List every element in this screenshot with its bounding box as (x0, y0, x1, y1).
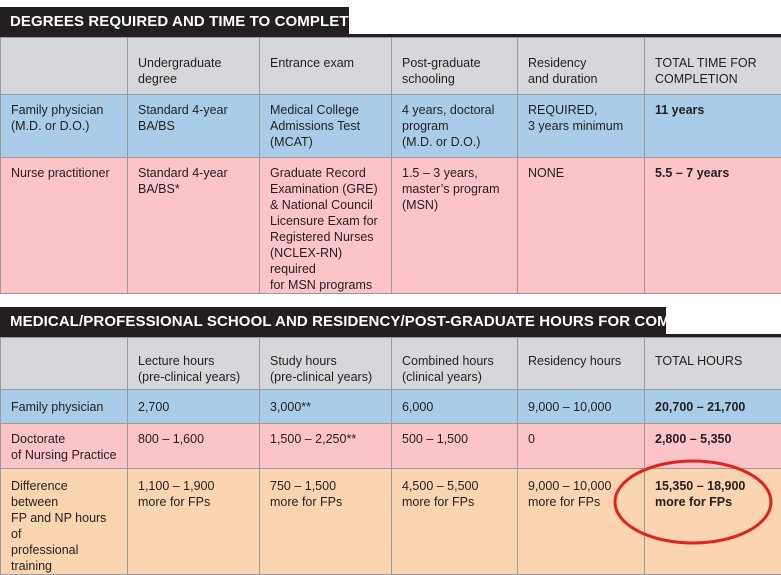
table-cell: 3,000** (260, 390, 392, 424)
table-cell: 0 (518, 424, 645, 469)
table-cell: REQUIRED, 3 years minimum (518, 95, 645, 158)
table-cell: Standard 4-year BA/BS (128, 95, 260, 158)
table-cell: 1,100 – 1,900 more for FPs (128, 469, 260, 575)
table-cell: 9,000 – 10,000 (518, 390, 645, 424)
table-cell: Standard 4-year BA/BS* (128, 158, 260, 294)
table-cell: 2,700 (128, 390, 260, 424)
header-cell-entrance-exam: Entrance exam (260, 38, 392, 95)
header-cell-residency-hours: Residency hours (518, 338, 645, 390)
table-cell: 750 – 1,500 more for FPs (260, 469, 392, 575)
table-cell: 1,500 – 2,250** (260, 424, 392, 469)
header-cell-residency: Residency and duration (518, 38, 645, 95)
total-cell: 20,700 – 21,700 (645, 390, 781, 424)
table-row-difference (1, 469, 781, 575)
table-cell: Medical College Admissions Test (MCAT) (260, 95, 392, 158)
table-row-family-physician (1, 95, 781, 158)
table-cell: 6,000 (392, 390, 518, 424)
section1-title: DEGREES REQUIRED AND TIME TO COMPLETION (0, 7, 349, 35)
hours-table (0, 337, 781, 575)
total-cell: 11 years (645, 95, 781, 158)
total-cell-highlighted: 15,350 – 18,900 more for FPs (645, 469, 781, 575)
header-cell-lecture-hours: Lecture hours (pre-clinical years) (128, 338, 260, 390)
row-label: Family physician (1, 390, 128, 424)
table-row-nurse-practitioner (1, 158, 781, 294)
header-cell-study-hours: Study hours (pre-clinical years) (260, 338, 392, 390)
header-cell-total-time: TOTAL TIME FOR COMPLETION (645, 38, 781, 95)
row-label: Nurse practitioner (1, 158, 128, 294)
hours-header-row (1, 338, 781, 390)
header-cell-total-hours: TOTAL HOURS (645, 338, 781, 390)
degrees-header-row (1, 38, 781, 95)
header-cell-combined-hours: Combined hours (clinical years) (392, 338, 518, 390)
header-cell-undergrad: Undergraduate degree (128, 38, 260, 95)
table-cell: 800 – 1,600 (128, 424, 260, 469)
table-cell: 9,000 – 10,000 more for FPs (518, 469, 645, 575)
table-cell: Graduate Record Examination (GRE) & National Council Licensure Exam for Registered Nurses (NCLEX-RN) required for MSN programs (260, 158, 392, 294)
table-cell: 500 – 1,500 (392, 424, 518, 469)
row-label: Family physician (M.D. or D.O.) (1, 95, 128, 158)
header-cell-empty (1, 338, 128, 390)
degrees-table (0, 37, 781, 294)
header-cell-empty (1, 38, 128, 95)
total-cell: 5.5 – 7 years (645, 158, 781, 294)
row-label: Difference between FP and NP hours of professional training (1, 469, 128, 575)
row-label: Doctorate of Nursing Practice (1, 424, 128, 469)
table-cell: NONE (518, 158, 645, 294)
table-row-family-physician-hours (1, 390, 781, 424)
header-cell-postgrad: Post-graduate schooling (392, 38, 518, 95)
table-row-nursing-practice-hours (1, 424, 781, 469)
table-cell: 1.5 – 3 years, master’s program (MSN) (392, 158, 518, 294)
table-cell: 4 years, doctoral program (M.D. or D.O.) (392, 95, 518, 158)
total-cell: 2,800 – 5,350 (645, 424, 781, 469)
table-cell: 4,500 – 5,500 more for FPs (392, 469, 518, 575)
section2-title: MEDICAL/PROFESSIONAL SCHOOL AND RESIDENCY/POST-GRADUATE HOURS FOR COMPLETION (0, 307, 666, 335)
